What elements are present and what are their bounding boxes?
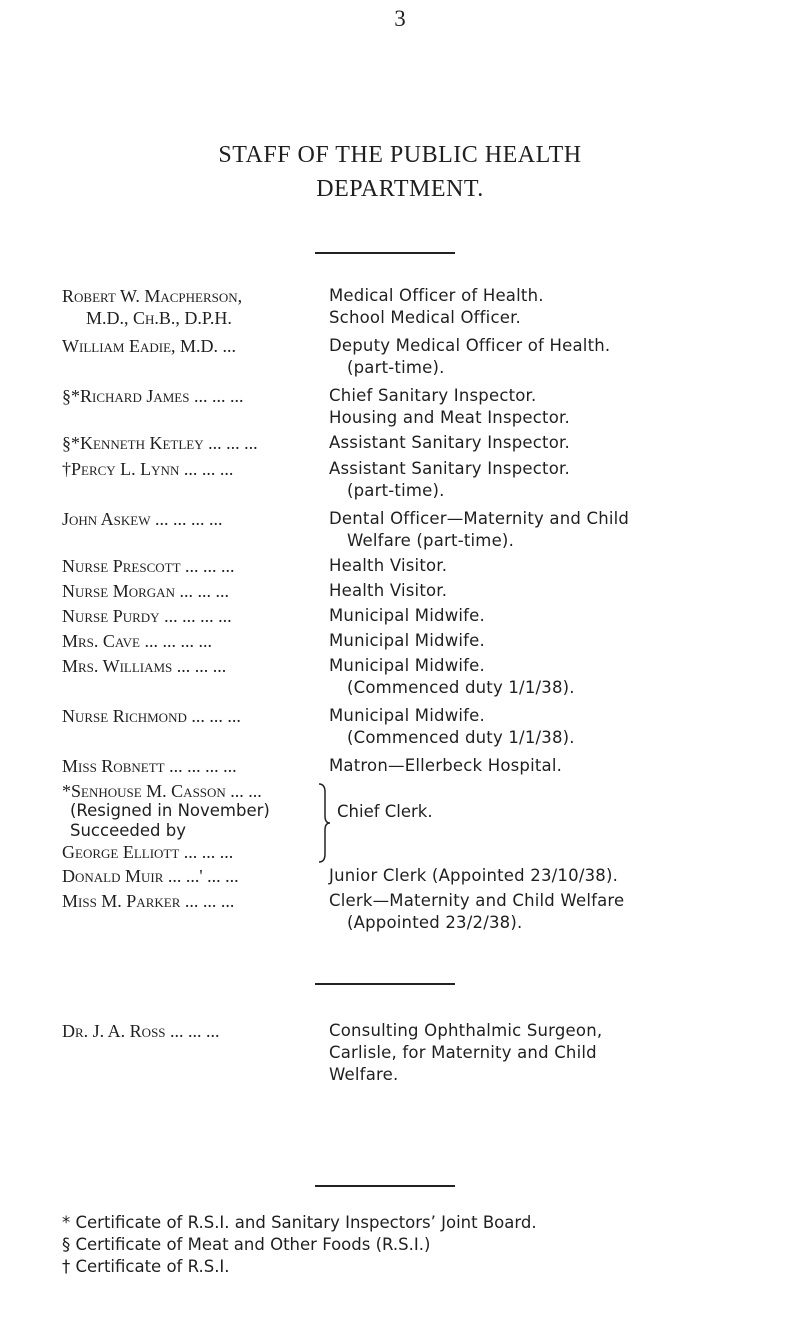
staff-role: Assistant Sanitary Inspector. (part-time). <box>329 459 570 500</box>
staff-role: Dental Officer—Maternity and Child Welfare (part-time). <box>329 509 630 550</box>
staff-role: Assistant Sanitary Inspector. <box>329 433 570 452</box>
staff-role: Chief Clerk. <box>337 802 433 821</box>
footnote: § Certificate of Meat and Other Foods (R.S.I.) <box>62 1235 431 1254</box>
staff-note: Succeeded by <box>70 821 186 840</box>
staff-name: Mrs. Cave ... ... ... ... <box>62 631 212 651</box>
staff-name: Nurse Morgan ... ... ... <box>62 581 229 601</box>
staff-name: *Senhouse M. Casson ... ... <box>62 781 262 801</box>
divider-bottom <box>315 1185 455 1187</box>
footnote: † Certificate of R.S.I. <box>62 1257 230 1276</box>
title-line-1: STAFF OF THE PUBLIC HEALTH <box>218 142 582 168</box>
consultant-name: Dr. J. A. Ross ... ... ... <box>62 1021 220 1041</box>
staff-name: Miss M. Parker ... ... ... <box>62 891 235 911</box>
staff-name: Nurse Purdy ... ... ... ... <box>62 606 232 626</box>
right-brace-icon <box>317 782 331 864</box>
staff-name: Robert W. Macpherson, <box>62 286 243 306</box>
staff-name: §*Richard James ... ... ... <box>62 386 244 406</box>
staff-role: Medical Officer of Health. <box>329 286 544 305</box>
staff-role: Clerk—Maternity and Child Welfare (Appointed 23/2/38). <box>329 891 625 932</box>
staff-name: Mrs. Williams ... ... ... <box>62 656 227 676</box>
staff-qualifications: M.D., Ch.B., D.P.H. <box>86 308 232 328</box>
divider-middle <box>315 983 455 985</box>
staff-name: William Eadie, M.D. ... <box>62 336 237 356</box>
staff-name: Donald Muir ... ...' ... ... <box>62 866 239 886</box>
title-line-2: DEPARTMENT. <box>316 176 484 202</box>
divider-top <box>315 252 455 254</box>
staff-role: Matron—Ellerbeck Hospital. <box>329 756 563 775</box>
staff-role: Junior Clerk (Appointed 23/10/38). <box>329 866 619 885</box>
staff-name: Nurse Richmond ... ... ... <box>62 706 241 726</box>
staff-role: Health Visitor. <box>329 581 448 600</box>
staff-role: Chief Sanitary Inspector. Housing and Meat Inspector. <box>329 386 570 427</box>
staff-role: Municipal Midwife. (Commenced duty 1/1/38). <box>329 706 575 747</box>
footnote: * Certificate of R.S.I. and Sanitary Inspectors’ Joint Board. <box>62 1213 537 1232</box>
staff-name: Nurse Prescott ... ... ... <box>62 556 235 576</box>
staff-role: Municipal Midwife. <box>329 631 485 650</box>
page-number: 3 <box>394 6 406 31</box>
staff-name: George Elliott ... ... ... <box>62 842 234 862</box>
staff-note: (Resigned in November) <box>70 801 270 820</box>
staff-role: Health Visitor. <box>329 556 448 575</box>
staff-role: Municipal Midwife. (Commenced duty 1/1/38). <box>329 656 575 697</box>
staff-name: John Askew ... ... ... ... <box>62 509 223 529</box>
staff-name: †Percy L. Lynn ... ... ... <box>62 459 234 479</box>
staff-name: Miss Robnett ... ... ... ... <box>62 756 237 776</box>
chief-clerk-group <box>62 780 762 862</box>
staff-role: Deputy Medical Officer of Health. (part-time). <box>329 336 611 377</box>
footnotes <box>62 1212 762 1278</box>
staff-role: School Medical Officer. <box>329 308 522 327</box>
consultant-role: Consulting Ophthalmic Surgeon, Carlisle, for Maternity and Child Welfare. <box>329 1021 603 1084</box>
staff-role: Municipal Midwife. <box>329 606 485 625</box>
staff-name: §*Kenneth Ketley ... ... ... <box>62 433 258 453</box>
